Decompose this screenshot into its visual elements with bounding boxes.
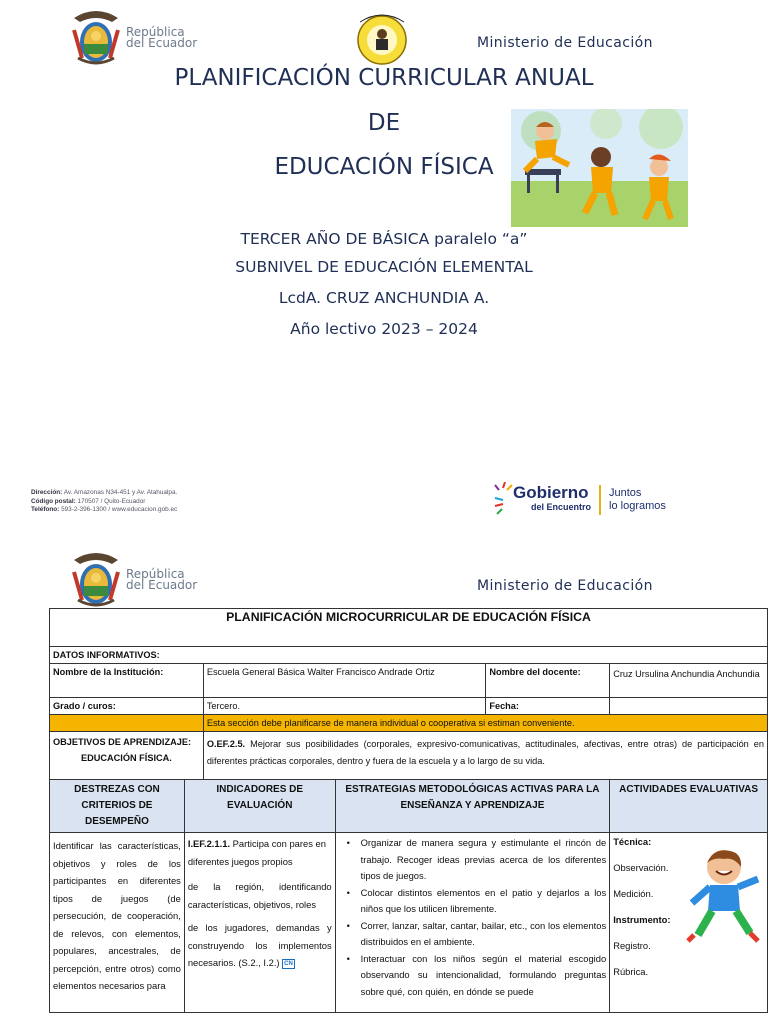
phone-label: Teléfono: <box>31 506 60 513</box>
ecuador-coat-of-arms-icon <box>68 8 124 68</box>
address-label: Dirección: <box>31 489 63 496</box>
datos-informativos-label: DATOS INFORMATIVOS: <box>50 647 768 664</box>
gobierno-line1: Gobierno <box>513 483 589 502</box>
phone-value: 593-2-396-1300 / www.educacion.gob.ec <box>61 506 178 513</box>
objetivo-code: O.EF.2.5. <box>206 739 246 749</box>
gobierno-slogan <box>609 487 666 513</box>
address-value: Av. Amazonas N34-451 y Av. Atahualpa. <box>63 489 178 496</box>
planning-table <box>49 608 768 1013</box>
docente-label: Nombre del docente: <box>486 664 610 698</box>
estrategias-cell <box>335 833 610 1013</box>
slogan-line2: lo logramos <box>609 500 666 512</box>
notice-spacer <box>50 715 204 732</box>
estrategia-item: • Interactuar con los niños según el material escogido observando su intencionalidad, formulando preguntas sobre qué, con quién, en dónde se puede <box>339 951 607 1001</box>
fecha-label: Fecha: <box>486 698 610 715</box>
instrumento-label: Instrumento: <box>613 914 671 925</box>
indicador-part3-wrap <box>188 919 332 972</box>
postal-label: Código postal: <box>31 497 76 505</box>
gobierno-burst-icon <box>493 482 513 518</box>
republica-line1: República <box>126 567 185 581</box>
republica-text-page2 <box>126 569 197 591</box>
gobierno-logo <box>493 482 666 518</box>
gobierno-wordmark <box>513 483 592 514</box>
objetivo-text: Mejorar sus posibilidades (corporales, expresivo-comunicativas, actitudinales, afectivas, entre otras) de participación en diferentes prácticas corporales, dentro y fuera de la escuela y a lo largo de su vida. <box>206 739 764 766</box>
destreza-cell: Identificar las características, objetivos y roles de los participantes en diferentes tipos de juegos (de persecución, de cooperación, de relevos, con elementos, populares, ancestrales, de percepción, entre otros) como elementos necesarios para <box>50 833 185 1013</box>
gobierno-line2: del Encuentro <box>531 502 592 512</box>
gobierno-separator <box>599 485 601 515</box>
grado-label: Grado / curos: <box>50 698 204 715</box>
objetivo-cell <box>203 732 767 780</box>
indicador-part1: Participa con pares en diferentes juegos propios <box>187 838 326 867</box>
footer-address <box>31 489 177 515</box>
estrategia-item: • Organizar de manera segura y estimulante el rincón de trabajo. Recoger ideas previas acerca de los diferentes tipos de juegos. <box>339 835 607 885</box>
ministerio-label: Ministerio de Educación <box>477 35 653 51</box>
tecnica-observacion: Observación. <box>613 862 669 873</box>
cover-title-line1: PLANIFICACIÓN CURRICULAR ANUAL <box>174 65 594 91</box>
instrumento-registro: Registro. <box>613 940 651 951</box>
indicador-code: I.EF.2.1.1. <box>187 838 231 849</box>
estrategias-list <box>339 835 607 1000</box>
header-destrezas: DESTREZAS CON CRITERIOS DE DESEMPEÑO <box>50 780 185 833</box>
tecnica-medicion: Medición. <box>613 888 654 899</box>
cover-grade: TERCER AÑO DE BÁSICA paralelo “a” <box>240 230 528 248</box>
children-running-illustration <box>511 109 688 227</box>
republica-logo-page2 <box>68 550 197 610</box>
cover-title-line2: DE <box>367 110 401 136</box>
indicador-cell <box>184 833 335 1013</box>
cover-subnivel: SUBNIVEL DE EDUCACIÓN ELEMENTAL <box>235 258 533 276</box>
notice-text: Esta sección debe planificarse de manera individual o cooperativa si estiman conveniente. <box>203 715 767 732</box>
republica-text <box>126 27 197 49</box>
cover-title-line3: EDUCACIÓN FÍSICA <box>274 154 494 180</box>
table-title: PLANIFICACIÓN MICROCURRICULAR DE EDUCACIÓN FÍSICA <box>50 609 768 647</box>
objetivos-sub: EDUCACIÓN FÍSICA. <box>80 753 172 763</box>
docente-value: Cruz Ursulina Anchundia Anchundia <box>610 664 768 698</box>
school-logo-icon <box>354 10 410 68</box>
republica-line2: del Ecuador <box>126 36 198 50</box>
ecuador-coat-of-arms-icon <box>68 550 124 610</box>
cover-teacher: LcdA. CRUZ ANCHUNDIA A. <box>278 289 490 307</box>
indicador-part2: de la región, identificando características, objetivos, roles <box>187 881 332 910</box>
fecha-value <box>610 698 768 715</box>
objetivos-label-cell <box>50 732 204 780</box>
republica-line1: República <box>126 25 185 39</box>
estrategia-item: • Colocar distintos elementos en el patio y dejarlos a los niños que los utilicen libremente. <box>339 885 607 918</box>
ministerio-label-page2: Ministerio de Educación <box>477 578 653 594</box>
republica-line2: del Ecuador <box>126 578 198 592</box>
estrategia-item: • Correr, lanzar, saltar, cantar, bailar, etc., con los elementos distribuidos en el ambiente. <box>339 918 607 951</box>
institucion-value: Escuela General Básica Walter Francisco Andrade Ortiz <box>203 664 486 698</box>
actividades-cell <box>610 833 768 1013</box>
header-indicadores: INDICADORES DE EVALUACIÓN <box>184 780 335 833</box>
running-boy-illustration <box>684 845 764 945</box>
objetivos-label: OBJETIVOS DE APRENDIZAJE: <box>53 737 192 747</box>
header-estrategias: ESTRATEGIAS METODOLÓGICAS ACTIVAS PARA LA ENSEÑANZA Y APRENDIZAJE <box>335 780 610 833</box>
cover-year: Año lectivo 2023 – 2024 <box>290 320 478 338</box>
institucion-label: Nombre de la Institución: <box>50 664 204 698</box>
header-actividades: ACTIVIDADES EVALUATIVAS <box>610 780 768 833</box>
grado-value: Tercero. <box>203 698 486 715</box>
cn-badge: CN <box>284 960 293 967</box>
republica-logo <box>68 8 197 68</box>
tecnica-label: Técnica: <box>613 836 652 847</box>
indicador-part3: de los jugadores, demandas y construyendo los implementos necesarios. (S.2., I.2.) <box>187 922 332 968</box>
instrumento-rubrica: Rúbrica. <box>613 966 649 977</box>
slogan-line1: Juntos <box>609 487 642 499</box>
postal-value: 170507 / Quito-Ecuador <box>77 497 146 505</box>
